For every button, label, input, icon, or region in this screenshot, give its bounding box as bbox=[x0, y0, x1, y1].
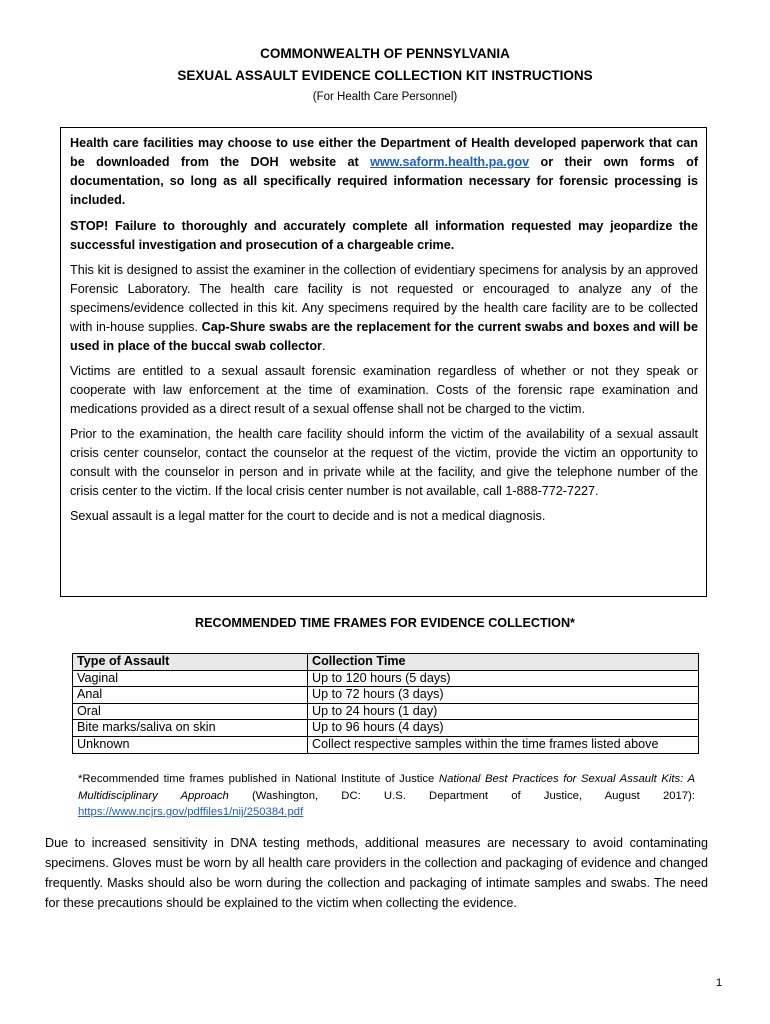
dna-precautions-paragraph: Due to increased sensitivity in DNA testing methods, additional measures are necessary to avoid contaminating specimens. Gloves must be worn by all health care providers in the collection and packaging of evidence and changed frequently. Masks should also be worn during the collection and packaging of intimate samples and swabs. The need for these precautions should be explained to the victim when collecting the evidence. bbox=[45, 836, 708, 910]
footnote-publication-title: National Best Practices for Sexual Assault Kits: A Multidisciplinary Approach bbox=[78, 773, 695, 802]
header-type-of-assault: Type of Assault bbox=[73, 654, 308, 671]
page-number: 1 bbox=[716, 977, 723, 989]
timeframes-title: RECOMMENDED TIME FRAMES FOR EVIDENCE COLLECTION* bbox=[195, 616, 575, 630]
crisis-hotline-number: 1-888-772-7227 bbox=[505, 484, 595, 498]
nij-report-link[interactable]: https://www.ncjrs.gov/pdffiles1/nij/250384.pdf bbox=[78, 806, 304, 818]
assault-type-cell: Anal bbox=[73, 687, 308, 704]
legal-matter-paragraph: Sexual assault is a legal matter for the court to decide and is not a medical diagnosis. bbox=[70, 509, 546, 523]
cap-shure-notice: Cap-Shure swabs are the replacement for the current swabs and boxes and will be used in place of the buccal swab collector bbox=[70, 320, 699, 353]
table-row bbox=[73, 703, 699, 720]
document-title-kit: SEXUAL ASSAULT EVIDENCE COLLECTION KIT INSTRUCTIONS bbox=[177, 68, 593, 83]
timeframes-footnote bbox=[78, 771, 695, 821]
table-header-row bbox=[73, 654, 699, 671]
paperwork-text-end: or their own forms of documentation, so long as all specifically required information necessary for forensic processing is included. bbox=[70, 155, 699, 207]
paperwork-text-start: Health care facilities may choose to use either the Department of Health developed paperwork that can be downloaded from the DOH website at bbox=[70, 136, 698, 169]
table-row bbox=[73, 736, 699, 753]
footnote-text-end: (Washington, DC: U.S. Department of Justice, August 2017): bbox=[228, 789, 696, 802]
collection-time-cell: Collect respective samples within the time frames listed above bbox=[308, 736, 699, 753]
document-title-state: COMMONWEALTH OF PENNSYLVANIA bbox=[260, 46, 510, 61]
crisis-counselor-text: Prior to the examination, the health care facility should inform the victim of the availability of a sexual assault crisis center counselor, contact the counselor at the request of the victim, provide the victim an opportunity to consult with the counselor in person and in private while at the facility, and give the telephone number of the crisis center to the victim. If the local crisis center number is not available, call bbox=[70, 427, 698, 498]
document-subtitle: (For Health Care Personnel) bbox=[312, 91, 458, 103]
collection-time-cell: Up to 24 hours (1 day) bbox=[308, 703, 699, 720]
kit-purpose-paragraph bbox=[70, 261, 698, 356]
crisis-counselor-period: . bbox=[595, 484, 599, 498]
kit-purpose-period: . bbox=[321, 339, 326, 353]
assault-type-cell: Vaginal bbox=[73, 670, 308, 687]
timeframes-table bbox=[72, 653, 699, 754]
footnote-text-start: *Recommended time frames published in National Institute of Justice bbox=[78, 773, 439, 785]
collection-time-cell: Up to 120 hours (5 days) bbox=[308, 670, 699, 687]
instructions-box bbox=[60, 127, 707, 597]
table-row bbox=[73, 720, 699, 737]
table-row bbox=[73, 670, 699, 687]
assault-type-cell: Oral bbox=[73, 703, 308, 720]
paperwork-paragraph bbox=[70, 134, 698, 210]
table-row bbox=[73, 687, 699, 704]
stop-warning-paragraph: STOP! Failure to thoroughly and accurately complete all information requested may jeopardize the successful investigation and prosecution of a chargeable crime. bbox=[70, 219, 698, 252]
collection-time-cell: Up to 96 hours (4 days) bbox=[308, 720, 699, 737]
header-collection-time: Collection Time bbox=[308, 654, 699, 671]
assault-type-cell: Bite marks/saliva on skin bbox=[73, 720, 308, 737]
victim-rights-paragraph: Victims are entitled to a sexual assault forensic examination regardless of whether or not they speak or cooperate with law enforcement at the time of examination. Costs of the forensic rape examination and medications provided as a direct result of a sexual offense shall not be charged to the victim. bbox=[70, 364, 698, 416]
assault-type-cell: Unknown bbox=[73, 736, 308, 753]
saform-link[interactable]: www.saform.health.pa.gov bbox=[370, 155, 530, 169]
collection-time-cell: Up to 72 hours (3 days) bbox=[308, 687, 699, 704]
crisis-counselor-paragraph bbox=[70, 425, 698, 501]
kit-purpose-text: This kit is designed to assist the examiner in the collection of evidentiary specimens for analysis by an approved Forensic Laboratory. The health care facility is not requested or encouraged to analyze any of the specimens/evidence collected in this kit. Any specimens required by the health care facility are to be collected with in-house supplies. bbox=[70, 263, 698, 334]
